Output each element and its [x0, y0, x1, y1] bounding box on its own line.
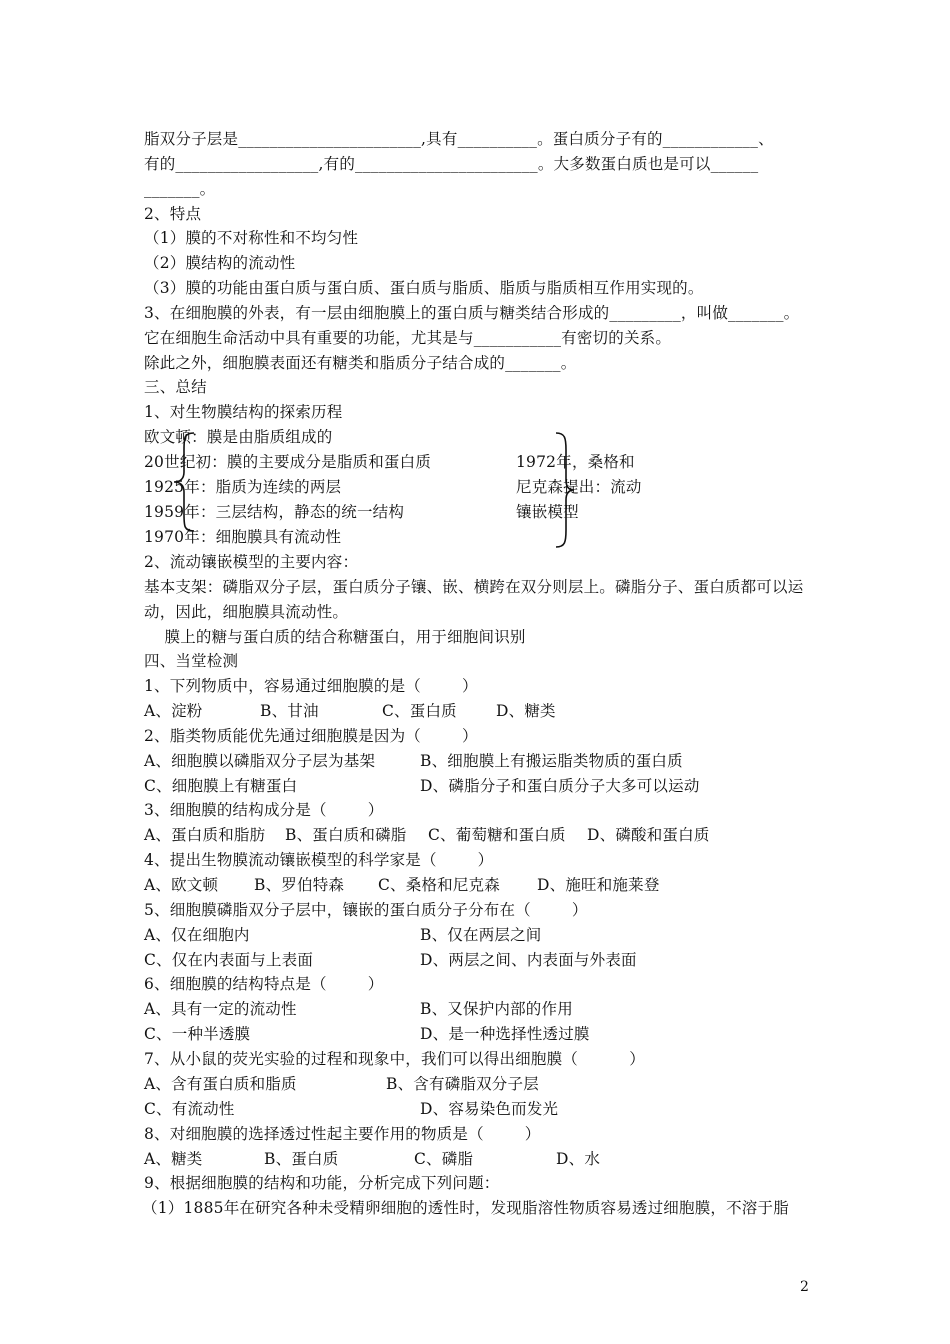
answer-option: B、细胞膜上有搬运脂类物质的蛋白质 [420, 752, 683, 770]
answer-option: C、葡萄糖和蛋白质 [428, 826, 566, 844]
answer-option: B、甘油 [260, 702, 319, 720]
answer-option: B、罗伯特森 [254, 876, 345, 894]
question-stem: 2、脂类物质能优先通过细胞膜是因为（ ） [144, 727, 478, 745]
page-number: 2 [800, 1279, 809, 1295]
answer-option: D、施旺和施莱登 [537, 876, 660, 894]
answer-option: A、淀粉 [144, 702, 203, 720]
history-item: 1925年：脂质为连续的两层 [144, 478, 342, 496]
question-stem: 3、细胞膜的结构成分是（ ） [144, 801, 384, 819]
answer-option: A、糖类 [144, 1150, 203, 1168]
text-line: （1）1885年在研究各种未受精卵细胞的透性时，发现脂溶性物质容易透过细胞膜，不溶于脂 [142, 1199, 789, 1217]
answer-option: D、水 [556, 1150, 601, 1168]
answer-option: C、蛋白质 [382, 702, 457, 720]
text-line: 2、流动镶嵌模型的主要内容： [144, 553, 359, 571]
text-line: 除此之外，细胞膜表面还有糖类和脂质分子结合成的_______。 [144, 354, 577, 372]
history-item: 欧文顿：膜是由脂质组成的 [144, 428, 333, 446]
text-line: 1、对生物膜结构的探索历程 [144, 403, 343, 421]
text-line: （2）膜结构的流动性 [144, 254, 296, 272]
text-line: 动，因此，细胞膜具流动性。 [144, 603, 349, 621]
question-stem: 1、下列物质中，容易通过细胞膜的是（ ） [144, 677, 478, 695]
answer-option: D、是一种选择性透过膜 [420, 1025, 590, 1043]
answer-option: C、磷脂 [414, 1150, 474, 1168]
history-conclusion: 镶嵌模型 [516, 503, 579, 521]
answer-option: B、又保护内部的作用 [420, 1000, 573, 1018]
text-line: 它在细胞生命活动中具有重要的功能，尤其是与___________有密切的关系。 [144, 329, 672, 347]
question-stem: 5、细胞膜磷脂双分子层中，镶嵌的蛋白质分子分布在（ ） [144, 901, 588, 919]
answer-option: B、仅在两层之间 [420, 926, 542, 944]
history-item: 20世纪初：膜的主要成分是脂质和蛋白质 [144, 453, 432, 471]
answer-option: A、欧文顿 [144, 876, 219, 894]
answer-option: A、含有蛋白质和脂质 [144, 1075, 297, 1093]
answer-option: A、仅在细胞内 [144, 926, 250, 944]
history-item: 1959年：三层结构，静态的统一结构 [144, 503, 405, 521]
answer-option: D、两层之间、内表面与外表面 [420, 951, 637, 969]
question-stem: 9、根据细胞膜的结构和功能，分析完成下列问题： [144, 1174, 500, 1192]
text-line: 3、在细胞膜的外表，有一层由细胞膜上的蛋白质与糖类结合形成的_________，叫做_______。 [144, 304, 800, 322]
answer-option: D、容易染色而发光 [420, 1100, 559, 1118]
answer-option: C、一种半透膜 [144, 1025, 251, 1043]
text-line: （3）膜的功能由蛋白质与蛋白质、蛋白质与脂质、脂质与脂质相互作用实现的。 [144, 279, 704, 297]
section-heading: 四、当堂检测 [144, 652, 239, 670]
answer-option: B、蛋白质和磷脂 [285, 826, 407, 844]
answer-option: C、桑格和尼克森 [378, 876, 500, 894]
answer-option: D、磷脂分子和蛋白质分子大多可以运动 [420, 777, 700, 795]
answer-option: A、具有一定的流动性 [144, 1000, 297, 1018]
history-conclusion: 1972年，桑格和 [516, 453, 635, 471]
text-line: 基本支架：磷脂双分子层，蛋白质分子镶、嵌、横跨在双分则层上。磷脂分子、蛋白质都可以运 [144, 578, 804, 596]
question-stem: 7、从小鼠的荧光实验的过程和现象中，我们可以得出细胞膜（ ） [144, 1050, 645, 1068]
question-stem: 8、对细胞膜的选择透过性起主要作用的物质是（ ） [144, 1125, 541, 1143]
answer-option: A、蛋白质和脂肪 [144, 826, 266, 844]
section-heading: 三、总结 [144, 378, 207, 396]
question-stem: 6、细胞膜的结构特点是（ ） [144, 975, 384, 993]
answer-option: C、细胞膜上有糖蛋白 [144, 777, 298, 795]
text-line: 有的__________________,有的_______________________。大多数蛋白质也是可以______ [144, 155, 759, 173]
text-line: _______。 [144, 180, 216, 198]
text-line: （1）膜的不对称性和不均匀性 [144, 229, 359, 247]
history-conclusion: 尼克森提出：流动 [516, 478, 642, 496]
question-stem: 4、提出生物膜流动镶嵌模型的科学家是（ ） [144, 851, 494, 869]
text-line: 膜上的糖与蛋白质的结合称糖蛋白，用于细胞间识别 [144, 628, 526, 646]
answer-option: C、有流动性 [144, 1100, 235, 1118]
history-item: 1970年：细胞膜具有流动性 [144, 528, 342, 546]
answer-option: B、蛋白质 [264, 1150, 339, 1168]
answer-option: B、含有磷脂双分子层 [386, 1075, 539, 1093]
answer-option: A、细胞膜以磷脂双分子层为基架 [144, 752, 376, 770]
section-heading: 2、特点 [144, 205, 202, 223]
text-line: 脂双分子层是_______________________,具有__________。蛋白质分子有的____________、 [144, 130, 774, 148]
answer-option: D、磷酸和蛋白质 [587, 826, 710, 844]
answer-option: D、糖类 [496, 702, 556, 720]
answer-option: C、仅在内表面与上表面 [144, 951, 314, 969]
